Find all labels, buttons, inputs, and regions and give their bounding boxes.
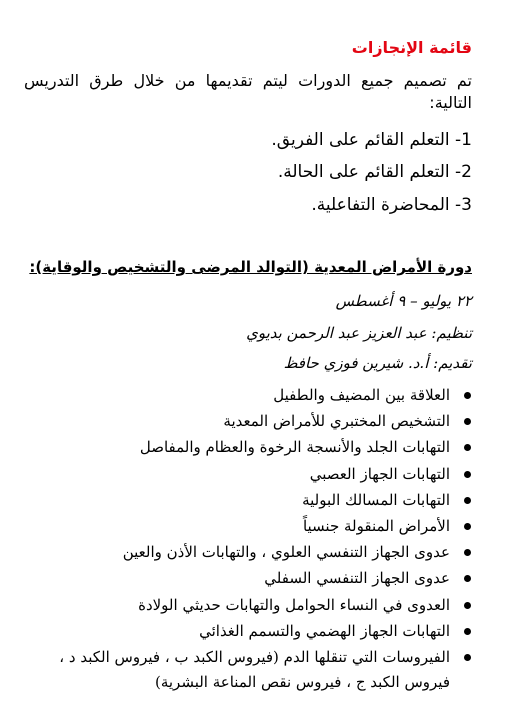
topic-text: الأمراض المنقولة جنسياً <box>302 516 450 535</box>
list-item <box>24 462 472 486</box>
list-item <box>24 435 472 459</box>
course-title: دورة الأمراض المعدية (التوالد المرضى والتشخيص والوقاية): <box>29 258 472 276</box>
achievements-heading: قائمة الإنجازات <box>351 38 472 57</box>
list-item <box>24 383 472 407</box>
course-organizer: تنظيم: عبد العزيز عبد الرحمن بديوي <box>246 324 472 342</box>
list-item <box>24 540 472 564</box>
bullet-icon <box>464 628 471 635</box>
list-item <box>24 619 472 643</box>
method-item-3: 3- المحاضرة التفاعلية. <box>311 195 472 215</box>
topic-text: العلاقة بين المضيف والطفيل <box>273 386 450 404</box>
topic-text: التهابات المسالك البولية <box>302 490 450 509</box>
bullet-icon <box>464 444 471 451</box>
topic-text: التهابات الجهاز الهضمي والتسمم الغذائي <box>199 621 450 640</box>
course-topics-list <box>24 383 472 697</box>
method-item-1: 1- التعلم القائم على الفريق. <box>271 130 472 150</box>
achievements-intro: تم تصميم جميع الدورات ليتم تقديمها من خلال طرق التدريس التالية: <box>24 71 472 112</box>
bullet-icon <box>464 523 471 530</box>
bullet-icon <box>464 654 471 661</box>
course-dates: ٢٢ يوليو – ٩ أغسطس <box>335 292 472 310</box>
bullet-icon <box>464 471 471 478</box>
bullet-icon <box>464 602 471 609</box>
bullet-icon <box>464 549 471 556</box>
topic-text: التهابات الجلد والأنسجة الرخوة والعظام والمفاصل <box>139 438 450 457</box>
bullet-icon <box>464 497 471 504</box>
topic-text: التهابات الجهاز العصبي <box>309 464 450 483</box>
course-presenter: تقديم: أ.د. شيرين فوزي حافظ <box>283 354 472 372</box>
topic-text: عدوى الجهاز التنفسي العلوي ، والتهابات الأذن والعين <box>122 543 450 562</box>
bullet-icon <box>464 418 471 425</box>
list-item <box>24 593 472 617</box>
topic-text: التشخيص المختبري للأمراض المعدية <box>223 412 450 431</box>
list-item <box>24 409 472 433</box>
topic-text: عدوى الجهاز التنفسي السفلي <box>264 569 450 588</box>
list-item <box>24 514 472 538</box>
list-item <box>24 645 472 695</box>
topic-text: الفيروسات التي تنقلها الدم (فيروس الكبد ب ، فيروس الكبد د ، فيروس الكبد ج ، فيروس نقص المناعة البشرية) <box>59 647 450 691</box>
list-item <box>24 488 472 512</box>
method-item-2: 2- التعلم القائم على الحالة. <box>277 162 472 182</box>
list-item <box>24 566 472 590</box>
bullet-icon <box>464 392 471 399</box>
topic-text: العدوى في النساء الحوامل والتهابات حديثي الولادة <box>138 595 450 614</box>
bullet-icon <box>464 575 471 582</box>
